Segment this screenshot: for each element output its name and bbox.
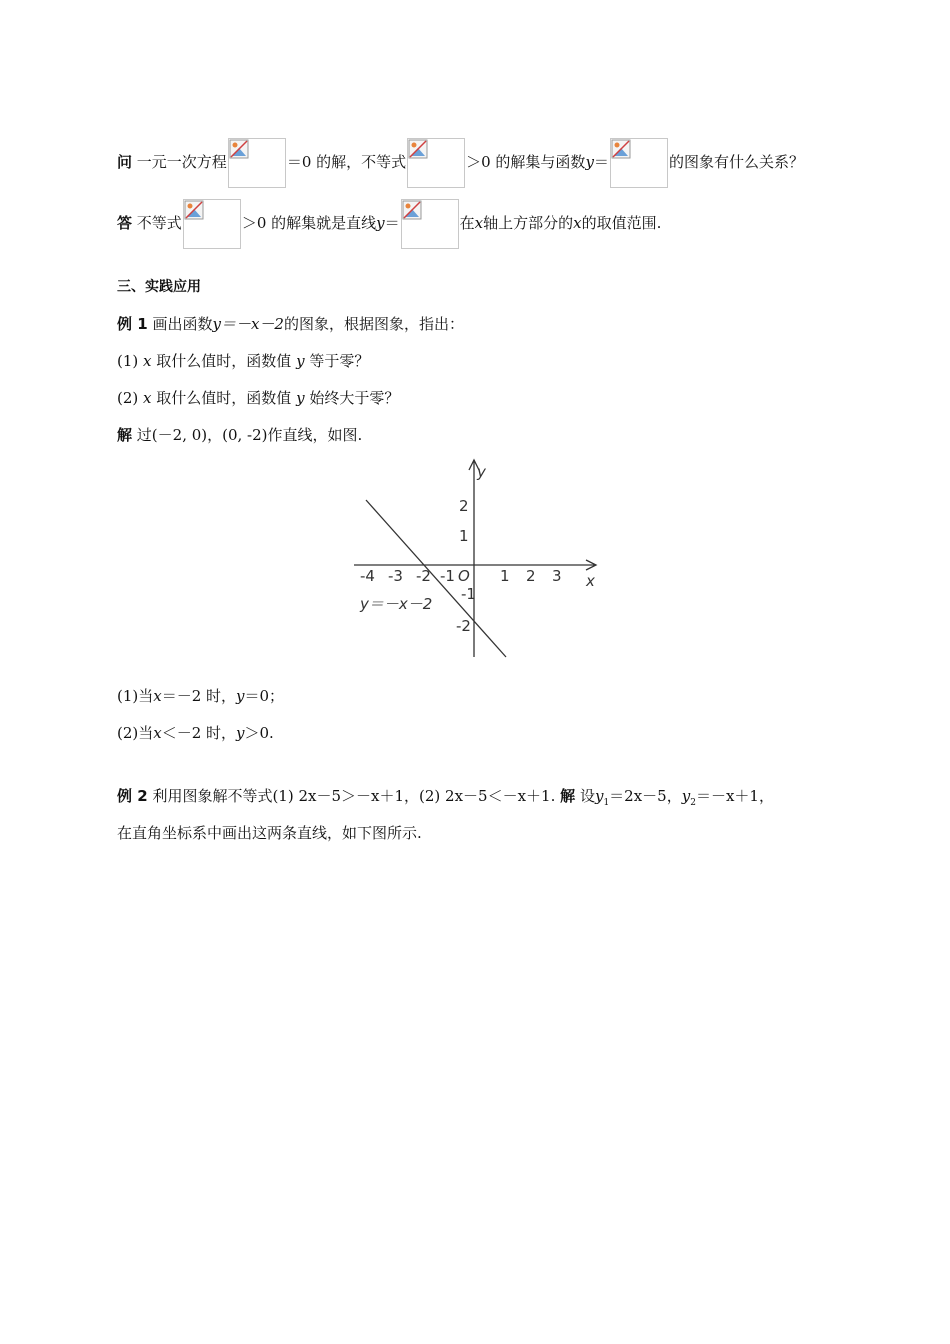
- q2-number: (2): [117, 389, 139, 407]
- q2-y: y: [296, 389, 305, 407]
- question-y: y: [585, 153, 594, 171]
- function-graph: [346, 452, 606, 662]
- answer-text-4: 轴上方部分的: [483, 214, 574, 232]
- answer-x2: x: [573, 214, 582, 232]
- example1-result-2: [117, 723, 274, 743]
- question-text-4: 的图象有什么关系？: [668, 153, 804, 171]
- r1-text-3: ＝0；: [244, 687, 285, 705]
- r2-text-1: (2)当: [117, 724, 154, 742]
- solution-text: 过(－2, 0)，(0, -2)作直线，如图.: [136, 426, 363, 444]
- x-tick-label: -2: [416, 567, 431, 585]
- q2-x: x: [143, 389, 152, 407]
- example2-eq1: ＝2x－5，: [609, 787, 682, 805]
- answer-text-3: 在: [459, 214, 475, 232]
- origin-label: O: [458, 567, 470, 585]
- x-tick-label: -4: [360, 567, 375, 585]
- example1-result-1: [117, 686, 284, 706]
- question-text-1: 一元一次方程: [136, 153, 227, 171]
- q1-end: 等于零？: [309, 352, 370, 370]
- q2-end: 始终大于零？: [309, 389, 400, 407]
- answer-eq: ＝: [384, 214, 400, 232]
- q1-y: y: [296, 352, 305, 370]
- example2-y2-sub: 2: [690, 798, 696, 808]
- example2-line-2: 在直角坐标系中画出这两条直线，如下图所示.: [117, 824, 422, 842]
- example1-question-1: [117, 351, 369, 371]
- question-text-3: ＞0 的解集与函数: [466, 153, 586, 171]
- r1-text-2: ＝－2 时，: [161, 687, 237, 705]
- x-tick-label: 2: [526, 567, 536, 585]
- example1-text-2: 的图象，根据图象，指出：: [283, 315, 464, 333]
- solution-label: 解: [117, 426, 133, 444]
- broken-image-icon: [407, 138, 465, 188]
- q2-text: 取什么值时，函数值: [156, 389, 292, 407]
- section-heading: 三、实践应用: [117, 279, 201, 295]
- r2-x: x: [153, 724, 162, 742]
- example2-eq2: ＝－x＋1，: [695, 787, 774, 805]
- answer-line: [117, 199, 661, 249]
- example2-y1: y: [594, 787, 604, 805]
- broken-image-icon: [228, 138, 286, 188]
- broken-image-icon: [610, 138, 668, 188]
- example1-text-1: 画出函数: [152, 315, 213, 333]
- question-label: 问: [117, 153, 133, 171]
- y-tick-label: 1: [459, 527, 469, 545]
- answer-text-2: ＞0 的解集就是直线: [241, 214, 377, 232]
- function-line-label: y＝－x－2: [360, 595, 433, 613]
- q1-text: 取什么值时，函数值: [156, 352, 292, 370]
- function-line: [366, 500, 506, 657]
- q1-number: (1): [117, 352, 139, 370]
- example2-y1-sub: 1: [603, 798, 610, 808]
- r2-text-3: ＞0.: [244, 724, 274, 742]
- x-tick-label: 1: [500, 567, 510, 585]
- answer-x1: x: [474, 214, 484, 232]
- example2-y2: y: [681, 787, 691, 805]
- answer-label: 答: [117, 214, 133, 232]
- example1-function: y＝－x－2: [212, 315, 284, 333]
- question-line: [117, 138, 804, 188]
- answer-y: y: [376, 214, 385, 232]
- example2-solution-label: 解: [560, 787, 576, 805]
- x-axis-label: x: [586, 572, 595, 590]
- example1-question-2: [117, 388, 399, 408]
- example2-line-1: [117, 786, 774, 813]
- question-eq: ＝: [593, 153, 609, 171]
- y-tick-label: -2: [456, 617, 471, 635]
- x-tick-label: 3: [552, 567, 562, 585]
- broken-image-icon: [183, 199, 241, 249]
- example2-text-1: 利用图象解不等式(1) 2x－5＞－x＋1，(2) 2x－5＜－x＋1.: [152, 787, 556, 805]
- answer-text-5: 的取值范围.: [581, 214, 662, 232]
- r1-y: y: [236, 687, 245, 705]
- y-axis-label: y: [477, 463, 486, 481]
- r1-text-1: (1)当: [117, 687, 154, 705]
- example2-label: 例 2: [117, 787, 148, 805]
- x-tick-label: -3: [388, 567, 403, 585]
- example1-solution: [117, 425, 362, 445]
- y-tick-label: 2: [459, 497, 469, 515]
- r2-text-2: ＜－2 时，: [161, 724, 237, 742]
- question-text-2: ＝0 的解，不等式: [286, 153, 407, 171]
- q1-x: x: [143, 352, 152, 370]
- y-tick-label: -1: [461, 585, 476, 603]
- x-tick-label: -1: [440, 567, 455, 585]
- r1-x: x: [153, 687, 162, 705]
- r2-y: y: [236, 724, 245, 742]
- example1-title: [117, 314, 464, 334]
- example2-text-2: 设: [579, 787, 595, 805]
- answer-text-1: 不等式: [136, 214, 182, 232]
- broken-image-icon: [401, 199, 459, 249]
- example1-label: 例 1: [117, 315, 148, 333]
